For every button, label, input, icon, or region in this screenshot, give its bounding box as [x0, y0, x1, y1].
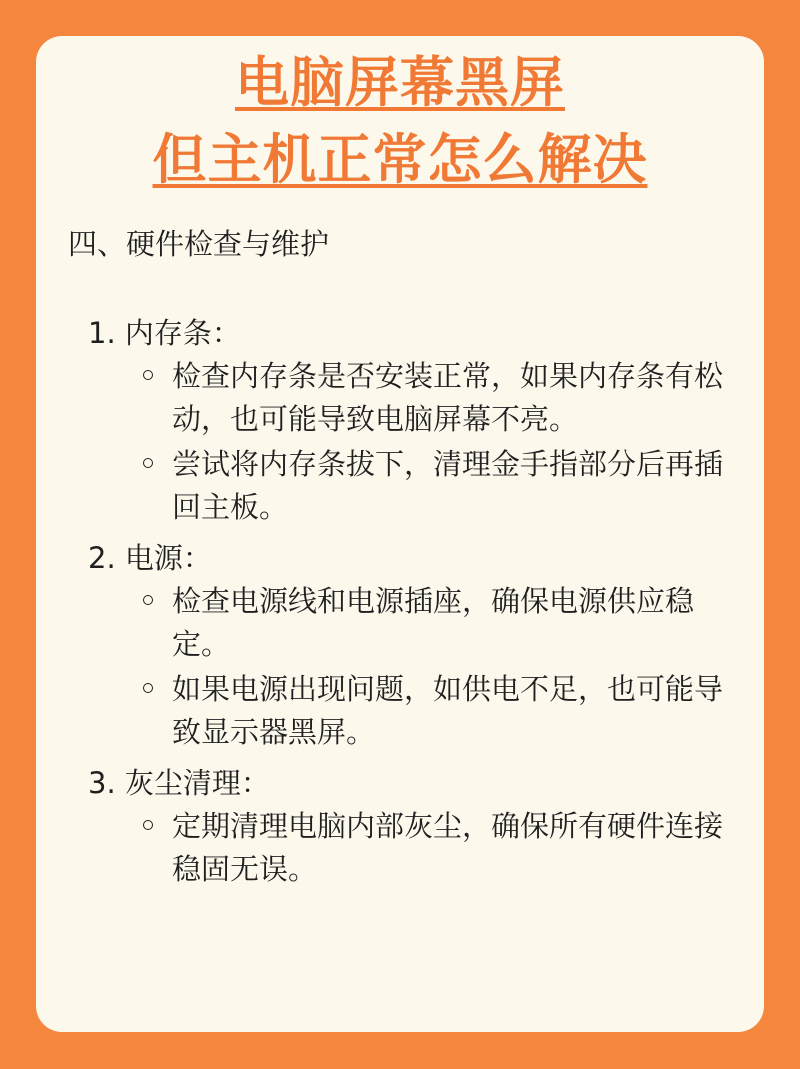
sub-list-item	[88, 580, 728, 666]
sub-item-text: 如果电源出现问题，如供电不足，也可能导致显示器黑屏。	[172, 672, 724, 749]
hollow-circle-bullet-icon	[143, 820, 153, 830]
hollow-circle-bullet-icon	[143, 370, 153, 380]
list-item-dust-cleaning	[88, 762, 728, 891]
sub-item-text: 定期清理电脑内部灰尘，确保所有硬件连接稳固无误。	[172, 809, 724, 886]
item-list	[88, 312, 728, 899]
list-item-memory	[88, 312, 728, 529]
hollow-circle-bullet-icon	[143, 595, 153, 605]
sub-item-text: 检查电源线和电源插座，确保电源供应稳定。	[172, 584, 695, 661]
item-label: 3. 灰尘清理：	[88, 766, 270, 800]
sub-list-item	[88, 668, 728, 754]
hollow-circle-bullet-icon	[143, 458, 153, 468]
sub-list-item	[88, 805, 728, 891]
hollow-circle-bullet-icon	[143, 683, 153, 693]
page-title-line-2: 但主机正常怎么解决	[152, 128, 648, 191]
section-heading: 四、硬件检查与维护	[68, 227, 330, 261]
item-label: 1. 内存条：	[88, 316, 241, 350]
sub-list	[88, 805, 728, 891]
sub-list	[88, 355, 728, 529]
sub-item-text: 检查内存条是否安装正常，如果内存条有松动，也可能导致电脑屏幕不亮。	[172, 359, 724, 436]
list-item-power	[88, 537, 728, 754]
sub-list	[88, 580, 728, 754]
item-label: 2. 电源：	[88, 541, 212, 575]
content-card	[36, 36, 764, 1032]
sub-list-item	[88, 443, 728, 529]
page-title-line-1: 电脑屏幕黑屏	[235, 51, 565, 114]
sub-item-text: 尝试将内存条拔下，清理金手指部分后再插回主板。	[172, 447, 724, 524]
sub-list-item	[88, 355, 728, 441]
